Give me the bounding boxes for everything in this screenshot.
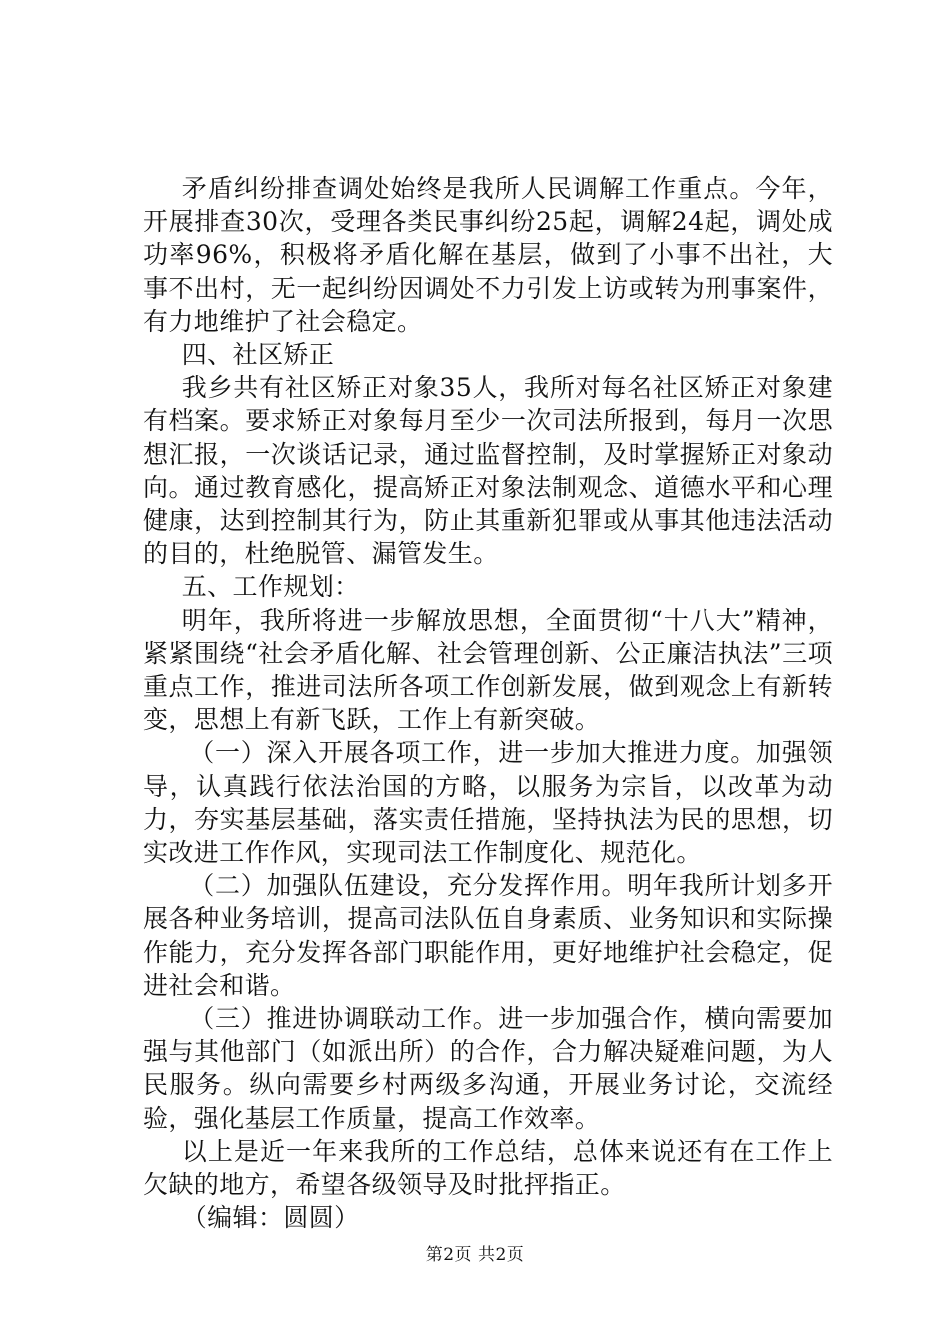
paragraph-plan-item-3: （三）推进协调联动工作。进一步加强合作，横向需要加强与其他部门（如派出所）的合作，合力解决疑难问题，为人民服务。纵向需要乡村两级多沟通，开展业务讨论，交流经验，强化基层工作质量，提高工作效率。 [143, 1004, 833, 1133]
section-heading-community-correction: 四、社区矫正 [181, 340, 335, 370]
paragraph-work-plan-intro: 明年，我所将进一步解放思想，全面贯彻“十八大”精神，紧紧围绕“社会矛盾化解、社会管理创新、公正廉洁执法”三项重点工作，推进司法所各项工作创新发展，做到观念上有新转变，思想上有新飞跃，工作上有新突破。 [143, 605, 833, 735]
document-body [143, 172, 833, 1235]
paragraph-plan-item-1: （一）深入开展各项工作，进一步加大推进力度。加强领导，认真践行依法治国的方略，以服务为宗旨，以改革为动力，夯实基层基础，落实责任措施，坚持执法为民的思想，切实改进工作作风，实现司法工作制度化、规范化。 [143, 738, 833, 868]
paragraph-dispute-mediation: 矛盾纠纷排查调处始终是我所人民调解工作重点。今年，开展排查30次，受理各类民事纠纷25起，调解24起，调处成功率96%，积极将矛盾化解在基层，做到了小事不出社，大事不出村，无一起纠纷因调处不力引发上访或转为刑事案件，有力地维护了社会稳定。 [143, 174, 833, 336]
paragraph-conclusion: 以上是近一年来我所的工作总结，总体来说还有在工作上欠缺的地方，希望各级领导及时批抨指正。 [143, 1136, 833, 1200]
paragraph-editor-note: （编辑：圆圆） [181, 1203, 360, 1233]
section-heading-work-plan: 五、工作规划： [181, 572, 360, 602]
page-number-footer: 第2页 共2页 [425, 1245, 525, 1265]
paragraph-plan-item-2: （二）加强队伍建设，充分发挥作用。明年我所计划多开展各种业务培训，提高司法队伍自身素质、业务知识和实际操作能力，充分发挥各部门职能作用，更好地维护社会稳定，促进社会和谐。 [143, 871, 833, 1000]
paragraph-community-correction: 我乡共有社区矫正对象35人，我所对每名社区矫正对象建有档案。要求矫正对象每月至少一次司法所报到，每月一次思想汇报，一次谈话记录，通过监督控制，及时掌握矫正对象动向。通过教育感化，提高矫正对象法制观念、道德水平和心理健康，达到控制其行为，防止其重新犯罪或从事其他违法活动的目的，杜绝脱管、漏管发生。 [143, 373, 833, 569]
